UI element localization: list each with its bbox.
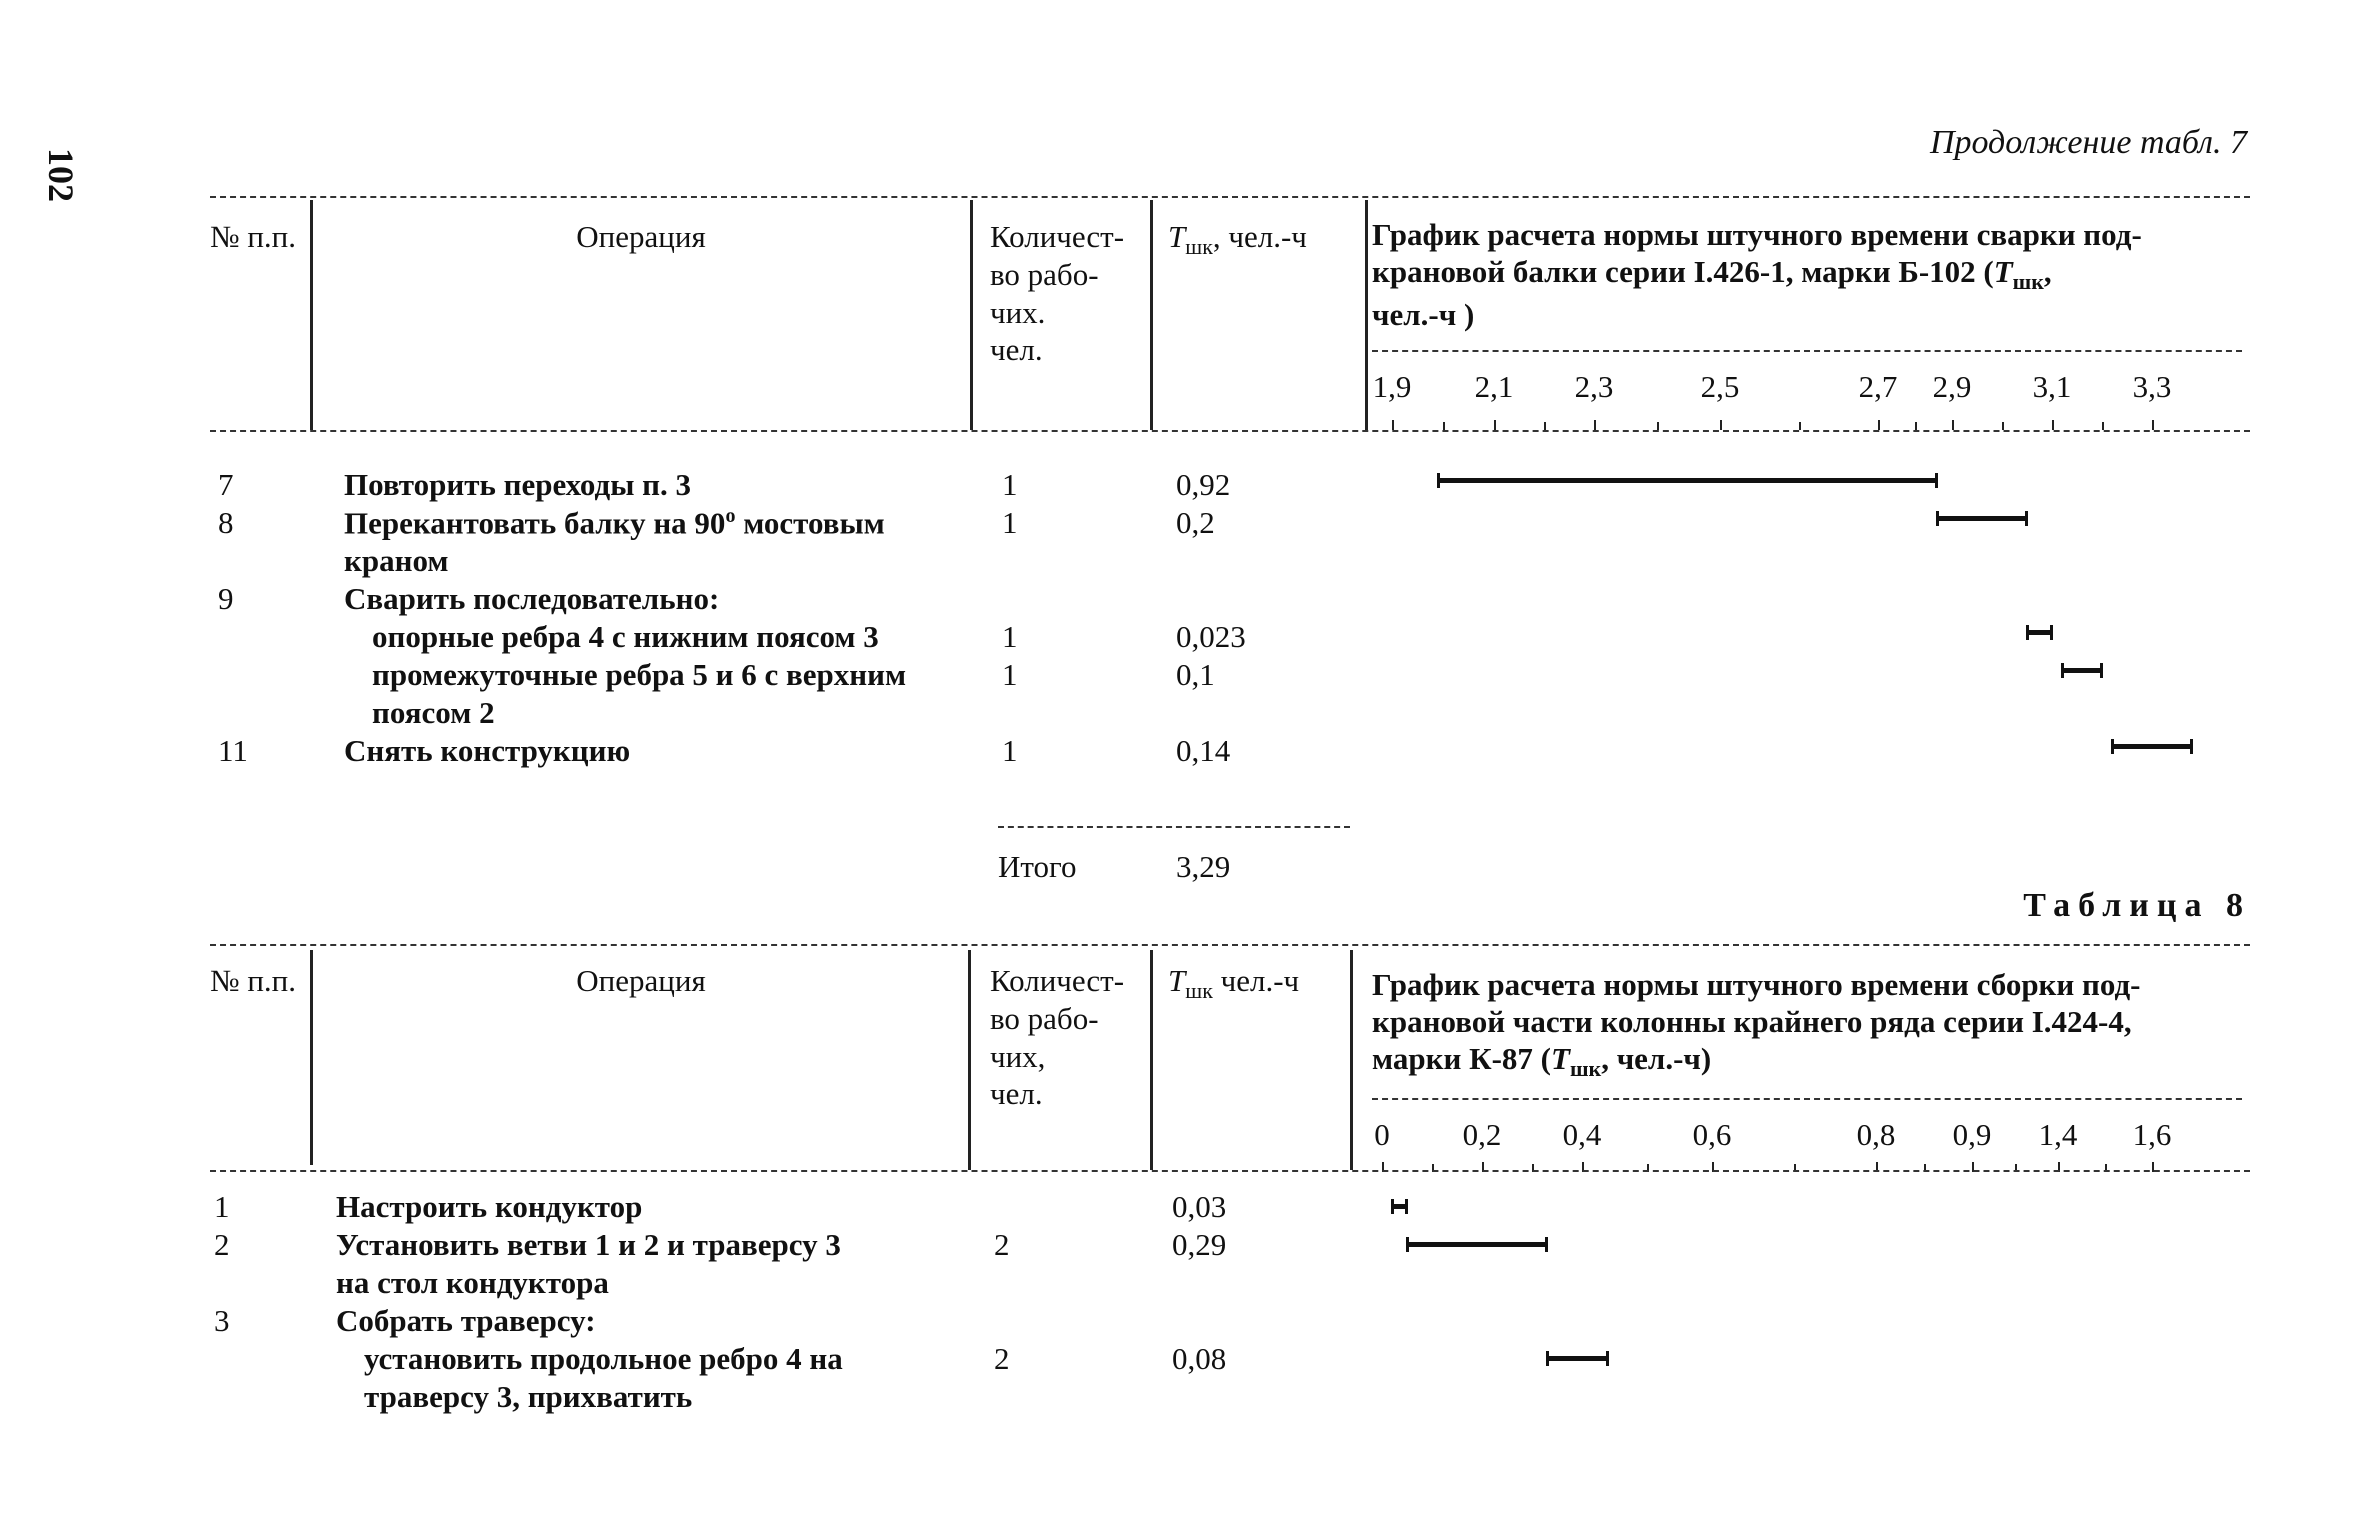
t7-tick-label: 3,1 [2032,369,2072,404]
t7-gantt-bar [2112,744,2192,749]
t7-row-number: 8 [218,505,234,540]
t7-graph-title-line2: крановой балки серии I.426-1, марки Б-102 ($T_{шк}$, [1372,254,2052,295]
t7-graph-title-line3: чел.-ч ) [1372,296,1475,332]
t7-row-operation: Перекантовать балку на 90$^o$ мостовым [344,505,885,541]
t8-divider-2 [968,950,971,1170]
t8-tick-label: 0,4 [1562,1117,1602,1152]
t7-divider-2 [970,200,973,430]
t7-tick-label: 2,7 [1858,369,1898,404]
t7-row-operation: Сварить последовательно: [344,581,720,616]
t8-tick-label: 0,6 [1692,1117,1732,1152]
t7-graph-rule [1372,350,2242,352]
t7-minor-tick [1443,422,1445,430]
t7-graph-title-line1: График расчета нормы штучного времени сварки под- [1372,217,2142,252]
t7-header-qty [990,218,1124,369]
t7-row-operation: Повторить переходы п. 3 [344,467,692,502]
t7-tick-mark [1392,420,1394,430]
t7-row-quantity: 1 [1002,657,1018,692]
t7-header-qty-line4: чел. [990,332,1043,368]
t7-row-operation: опорные ребра 4 с нижним поясом 3 [372,619,879,654]
t8-divider-1 [310,950,313,1165]
t8-row-time: 0,29 [1172,1227,1227,1262]
t7-header-time-t: T [1168,219,1186,254]
t8-graph-title-line3: марки К-87 ($T_{шк}$, чел.-ч) [1372,1041,1712,1082]
t7-row-operation: промежуточные ребра 5 и 6 с верхним [372,657,907,692]
t8-tick-label: 0,2 [1462,1117,1502,1152]
t8-tick-label: 0,8 [1856,1117,1896,1152]
t7-minor-tick [1799,422,1801,430]
t8-row-operation: траверсу 3, прихватить [364,1379,693,1414]
t7-header-time-sub: шк [1185,234,1213,260]
t7-gantt-bar [2027,630,2052,635]
t7-tick-label: 2,9 [1932,369,1972,404]
t7-tick-mark [1720,420,1722,430]
t8-row-quantity: 2 [994,1227,1010,1262]
t7-row-time: 0,1 [1176,657,1215,692]
t8-row-number: 3 [214,1303,230,1338]
t8-row-time: 0,03 [1172,1189,1227,1224]
t8-row-quantity: 2 [994,1341,1010,1376]
t7-minor-tick [1657,422,1659,430]
t7-minor-tick [2002,422,2004,430]
t8-row-operation: на стол кондуктора [336,1265,609,1300]
continuation-caption: Продолжение табл. 7 [1929,124,2247,161]
t8-header-qty [990,962,1124,1113]
t7-graph-title [1372,216,2252,333]
t7-row-quantity: 1 [1002,505,1018,540]
t8-header-qty-line3: чих, [990,1038,1046,1074]
t7-total-value: 3,29 [1176,849,1231,884]
t7-row-time: 0,023 [1176,619,1246,654]
t7-divider-3 [1150,200,1153,430]
t8-row-operation: Настроить кондуктор [336,1189,643,1224]
t8-tick-label: 1,4 [2038,1117,2078,1152]
t7-header-qty-line1: Количест- [990,219,1125,254]
t7-tick-mark [2152,420,2154,430]
t7-top-rule [210,196,2250,198]
t7-row-number: 9 [218,581,234,616]
t7-tick-mark [1878,420,1880,430]
t7-row-operation: Снять конструкцию [344,733,631,768]
t8-tick-label: 0 [1374,1117,1390,1152]
t8-header-time-sub: шк [1185,978,1213,1004]
t8-gantt-bar [1407,1242,1547,1247]
t8-header-time-unit: чел.-ч [1212,963,1300,998]
t7-row-quantity: 1 [1002,467,1018,502]
t7-header-bottom-rule [210,430,2250,432]
t7-header-qty-line3: чих. [990,294,1046,330]
t7-header-qty-line2: во рабо- [990,256,1099,292]
t7-tick-label: 2,1 [1474,369,1514,404]
t7-gantt-bar [2062,668,2102,673]
t8-row-operation: Установить ветви 1 и 2 и траверсу 3 [336,1227,841,1262]
t7-gantt-bar [1438,478,1937,483]
t8-top-rule [210,944,2250,946]
t7-row-number: 7 [218,467,234,502]
t8-graph-title [1372,966,2252,1083]
t7-row-operation: поясом 2 [372,695,495,730]
t8-row-operation: Собрать траверсу: [336,1303,596,1338]
t8-divider-4 [1350,950,1353,1170]
t7-row-time: 0,2 [1176,505,1215,540]
t8-gantt-bar [1547,1356,1608,1361]
t8-graph-title-line2: крановой части колонны крайнего ряда серии I.424-4, [1372,1004,2132,1040]
t8-graph-rule [1372,1098,2242,1100]
t8-header-qty-line4: чел. [990,1076,1043,1112]
t7-tick-label: 3,3 [2132,369,2172,404]
t7-minor-tick [2102,422,2104,430]
t7-minor-tick [1915,422,1917,430]
t8-header-time [1168,962,1299,1005]
t8-row-operation: установить продольное ребро 4 на [364,1341,843,1376]
t7-tick-label: 1,9 [1372,369,1412,404]
t7-tick-mark [1952,420,1954,430]
t8-header-operation: Операция [576,963,706,998]
t8-graph-title-line1: График расчета нормы штучного времени сборки под- [1372,967,2141,1002]
t8-tick-label: 0,9 [1952,1117,1992,1152]
t7-row-quantity: 1 [1002,733,1018,768]
t7-row-time: 0,14 [1176,733,1231,768]
t7-tick-label: 2,5 [1700,369,1740,404]
t7-total-label: Итого [998,849,1077,884]
t7-row-number: 11 [218,733,248,768]
table8-caption: Таблица 8 [2023,887,2251,924]
t7-header-time [1168,218,1307,261]
t7-header-operation: Операция [576,219,706,254]
t7-row-operation: краном [344,543,449,578]
t8-header-qty-line2: во рабо- [990,1000,1099,1036]
t8-header-qty-line1: Количест- [990,963,1125,998]
t8-header-time-t: T [1168,963,1186,998]
t7-tick-mark [1494,420,1496,430]
t7-divider-1 [310,200,313,430]
t7-divider-4 [1365,200,1368,430]
t7-header-time-unit: , чел.-ч [1212,219,1307,254]
t7-row-time: 0,92 [1176,467,1231,502]
t8-row-number: 2 [214,1227,230,1262]
t7-tick-mark [2052,420,2054,430]
t8-tick-label: 1,6 [2132,1117,2172,1152]
t8-header-num: № п.п. [210,963,297,998]
t7-gantt-bar [1937,516,2027,521]
t8-row-time: 0,08 [1172,1341,1227,1376]
t7-header-num: № п.п. [210,219,297,254]
t8-divider-3 [1150,950,1153,1170]
t8-header-bottom-rule [210,1170,2250,1172]
t8-row-number: 1 [214,1189,230,1224]
t7-total-rule [998,826,1350,828]
t7-minor-tick [1544,422,1546,430]
t8-gantt-bar [1392,1204,1407,1209]
t7-tick-label: 2,3 [1574,369,1614,404]
page-number: 102 [41,148,81,202]
t7-tick-mark [1594,420,1596,430]
t7-row-quantity: 1 [1002,619,1018,654]
